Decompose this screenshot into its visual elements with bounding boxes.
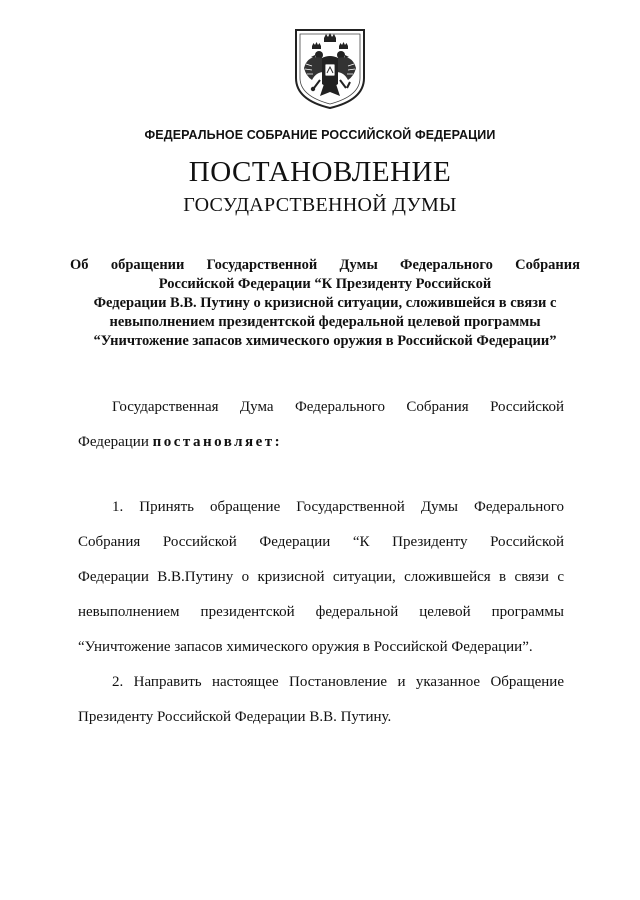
resolves-word: постановляет: — [152, 434, 283, 450]
subject-line: Федерации В.В. Путину о кризисной ситуации, сложившейся в связи с — [93, 295, 557, 311]
assembly-name: ФЕДЕРАЛЬНОЕ СОБРАНИЕ РОССИЙСКОЙ ФЕДЕРАЦИИ — [144, 128, 496, 142]
resolution-intro — [78, 390, 564, 460]
paragraph-line: Государственная Дума Федерального Собрания Российской — [112, 399, 564, 415]
subject-line: Об обращении Государственной Думы Федерального Собрания — [70, 257, 580, 273]
subject-line: “Уничтожение запасов химического оружия в Российской Федерации” — [93, 333, 557, 349]
paragraph-line: 1. Принять обращение Государственной Думы Федерального — [112, 499, 564, 515]
subject-line: невыполнением президентской федеральной целевой программы — [109, 314, 541, 330]
paragraph-line: 2. Направить настоящее Постановление и указанное Обращение — [112, 674, 564, 690]
document-issuer-title: ГОСУДАРСТВЕННОЙ ДУМЫ — [183, 194, 457, 216]
paragraph-line — [78, 425, 564, 460]
paragraph-line: Президенту Российской Федерации В.В. Путину. — [78, 709, 392, 725]
paragraph-line: “Уничтожение запасов химического оружия в Российской Федерации”. — [78, 639, 533, 655]
coat-of-arms-emblem — [294, 28, 366, 110]
document-subject — [70, 256, 580, 351]
paragraph-line: Федерации В.В.Путину о кризисной ситуации, сложившейся в связи с — [78, 569, 564, 585]
intro-prefix: Федерации — [78, 434, 153, 450]
paragraph-line: Собрания Российской Федерации “К Президенту Российской — [78, 534, 564, 550]
document-type-title: ПОСТАНОВЛЕНИЕ — [188, 156, 452, 188]
resolution-item-2 — [78, 665, 564, 735]
subject-line: Российской Федерации “К Президенту Российской — [158, 276, 492, 292]
resolution-item-1 — [78, 490, 564, 665]
paragraph-line: невыполнением президентской федеральной целевой программы — [78, 604, 564, 620]
